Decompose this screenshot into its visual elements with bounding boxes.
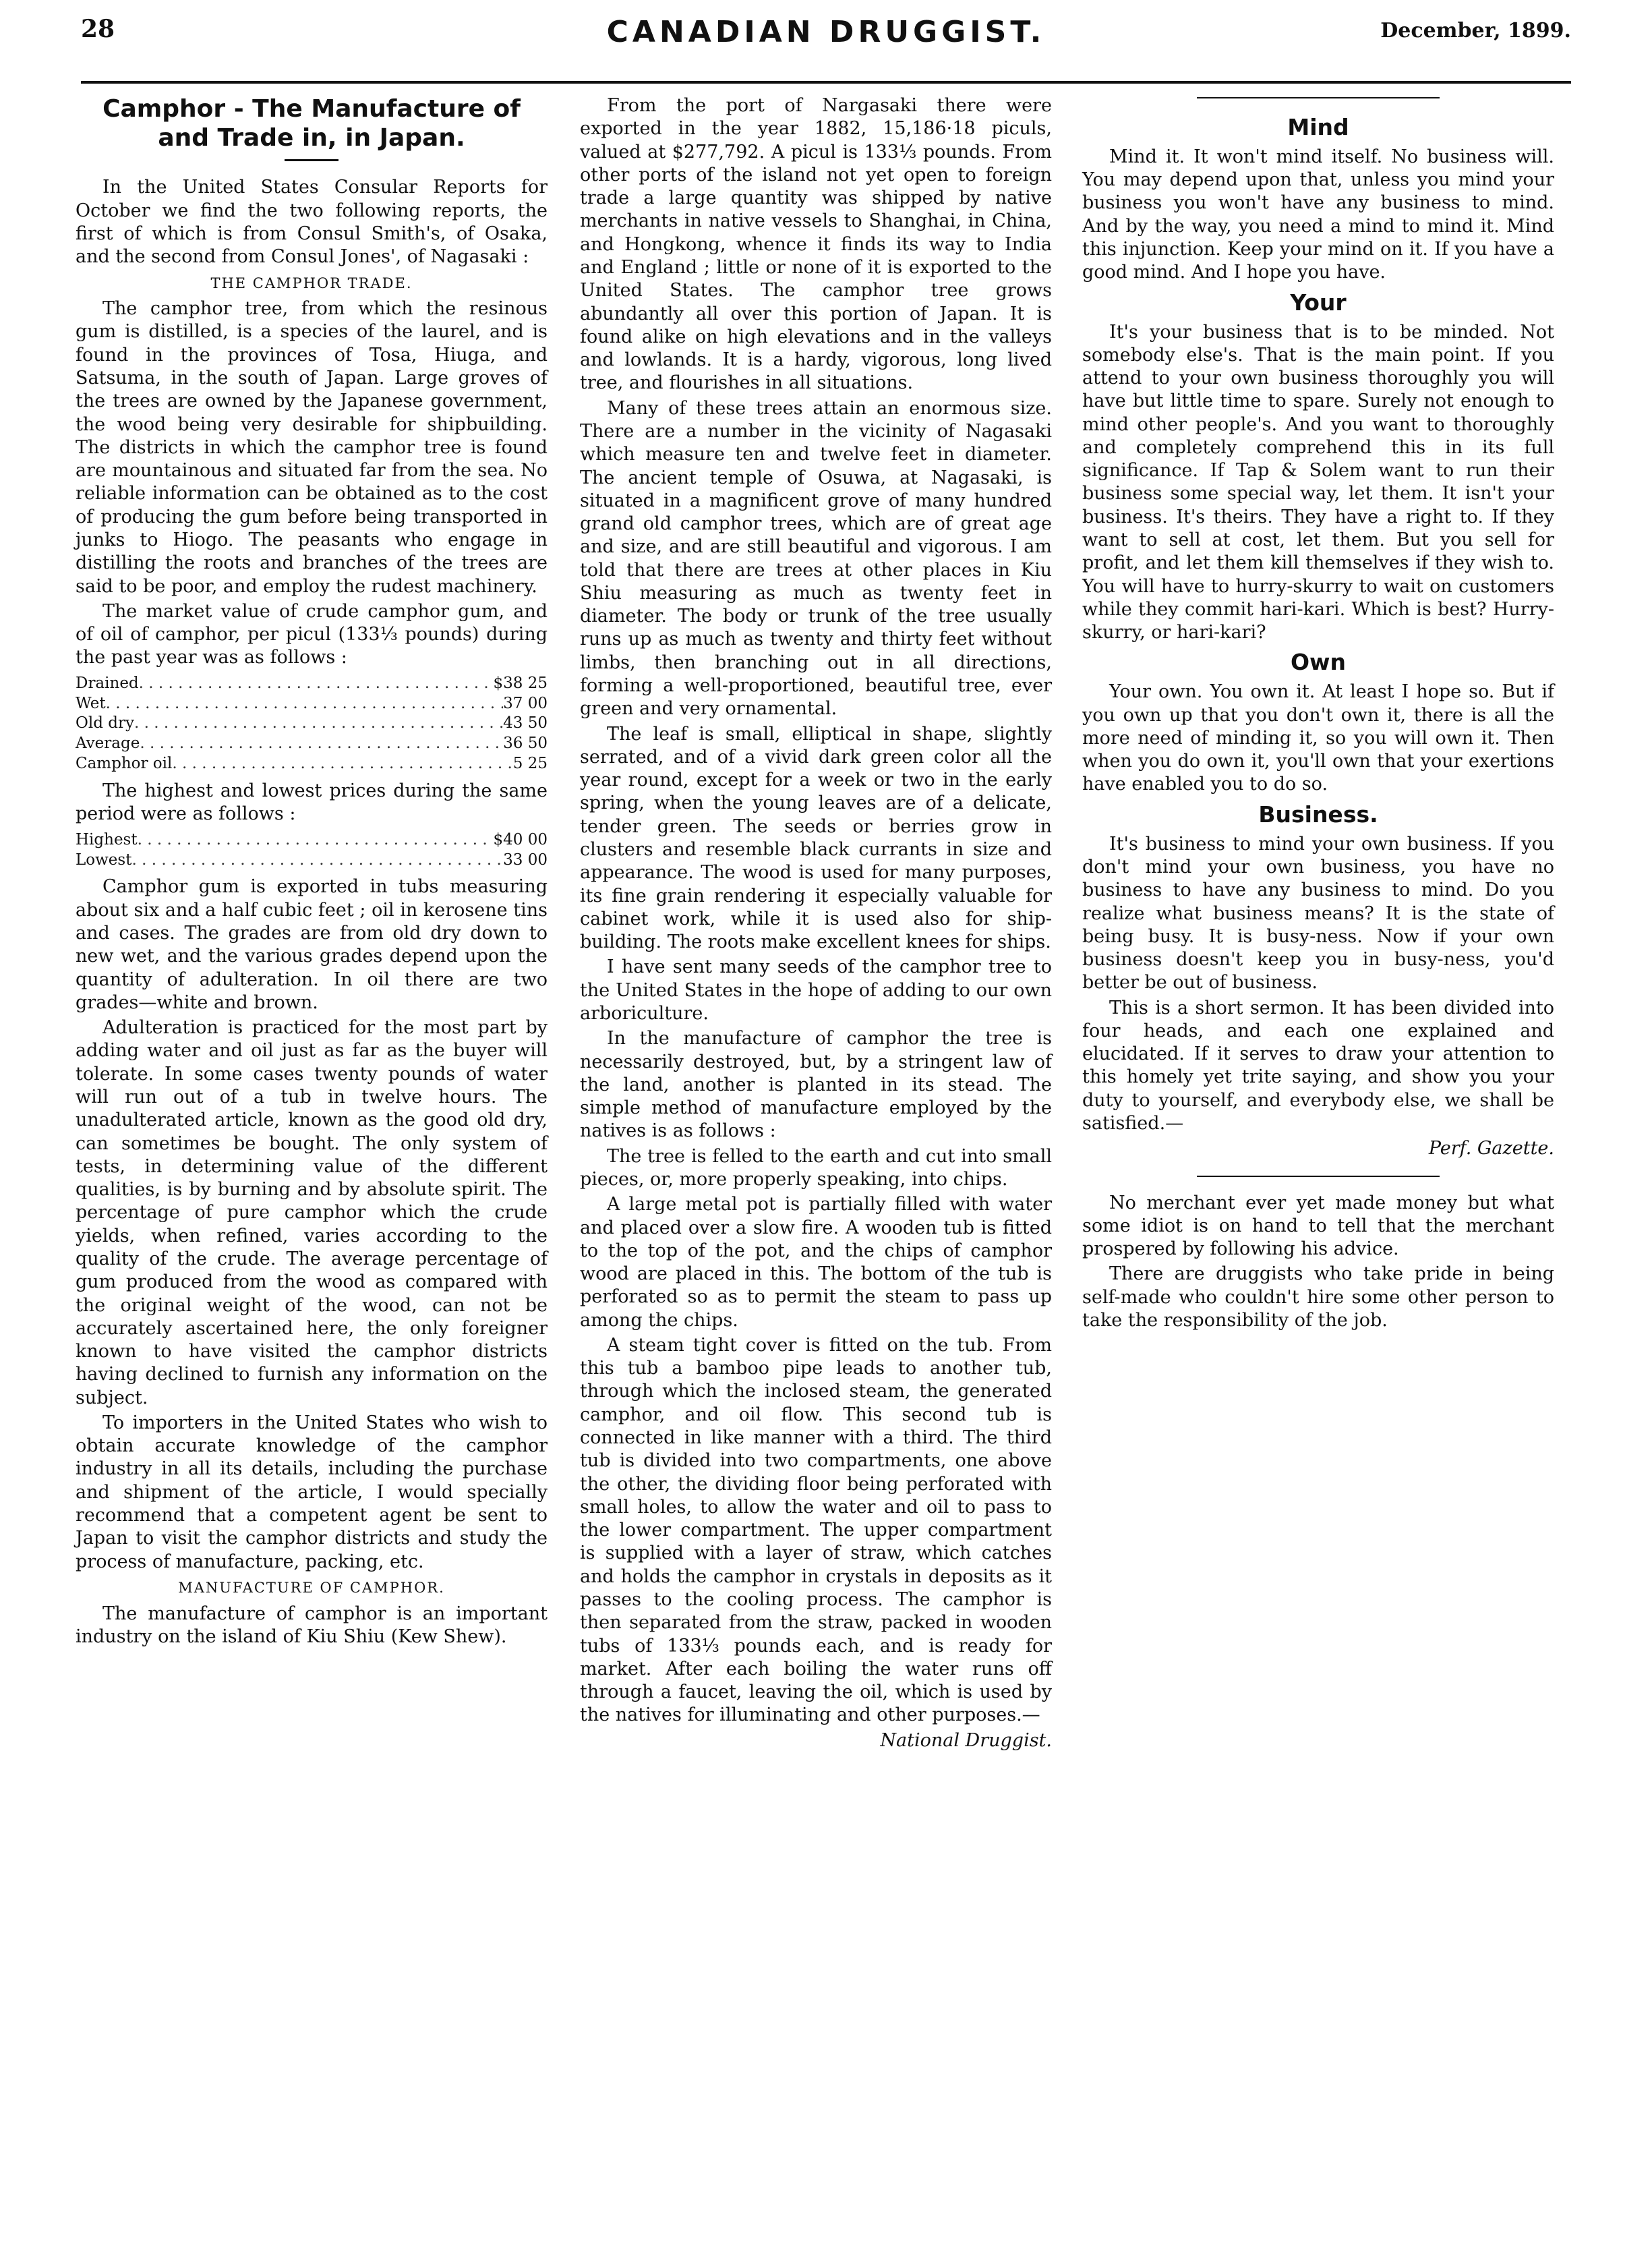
price-table — [76, 674, 548, 774]
title-rule — [285, 159, 338, 161]
paragraph: The leaf is small, elliptical in shape, slightly serrated, and of a vivid dark green color all the year round, except for a week or two in the early spring, when the young leaves are of a delicate, tender green. The seeds or berries grow in clusters and resemble black currants in size and appearance. The wood is used for many purposes, its fine grain rendering it especially valuable for cabinet work, while it is used also for ship-building. The roots make excellent knees for ships. — [580, 723, 1052, 953]
paragraph: A steam tight cover is fitted on the tub. From this tub a bamboo pipe leads to another tub, through which the inclosed steam, the generated camphor, and oil flow. This second tub is connected in like manner with a third. The third tub is divided into two compartments, one above the other, the dividing floor being perforated with small holes, to allow the water and oil to pass to the lower compartment. The upper compartment is supplied with a layer of straw, which catches and holds the camphor in crystals in deposits as it passes to the cooling process. The camphor is then separated from the straw, packed in wooden tubs of 133⅓ pounds each, and is ready for market. After each boiling the water runs off through a faucet, leaving the oil, which is used by the natives for illuminating and other purposes.— — [580, 1334, 1052, 1726]
price-row: Drained . . . $38 25 — [76, 674, 548, 694]
paragraph: This is a short sermon. It has been divided into four heads, and each one explained and elucidated. If it serves to draw your attention to this homely yet trite saying, and show you your duty to yourself, and everybody else, we shall be satisfied.— — [1082, 997, 1554, 1134]
paragraph: Mind it. It won't mind itself. No business will. You may depend upon that, unless you mind your business you won't have any business to mind. And by the way, you need a mind to mind it. Mind this injunction. Keep your mind on it. If you have a good mind. And I hope you have. — [1082, 146, 1554, 283]
heading-own: Own — [1290, 649, 1347, 676]
price-row: Lowest . . . 33 00 — [76, 851, 548, 871]
paragraph: I have sent many seeds of the camphor tree to the United States in the hope of adding to our own arboriculture. — [580, 956, 1052, 1024]
price-range-table — [76, 830, 548, 871]
heading-your: Your — [1290, 289, 1347, 316]
heading-mind: Mind — [1287, 114, 1349, 140]
article-title-line-1: Camphor - The Manufacture of — [102, 95, 521, 123]
price-row: Average . . . 36 50 — [76, 734, 548, 754]
paragraph: No merchant ever yet made money but what some idiot is on hand to tell that the merchant prospered by following his advice. — [1082, 1192, 1554, 1260]
paragraph: It's your business that is to be minded. Not somebody else's. That is the main point. If you attend to your own business thoroughly you will have but little time to spare. Surely not enough to mind other people's. And you want to thoroughly and completely comprehend this in its full significance. If Tap & Solem want to run their business some special way, let them. It isn't your business. It's theirs. They have a right to. If they want to sell at cost, let them. But you sell for profit, and let them kill themselves if they wish to. You will have to hurry-skurry to wait on customers while they commit hari-kari. Which is best? Hurry-skurry, or hari-kari? — [1082, 321, 1554, 643]
paragraph: Camphor gum is exported in tubs measuring about six and a half cubic feet ; oil in kerosene tins and cases. The grades are from old dry down to new wet, and the various grades depend upon the quantity of adulteration. In oil there are two grades—white and brown. — [76, 876, 548, 1013]
paragraph: Adulteration is practiced for the most part by adding water and oil just as far as the buyer will tolerate. In some cases twenty pounds of water will run out of a tub in twelve hours. The unadulterated article, known as the good old dry, can sometimes be bought. The only system of tests, in determining value of the different qualities, is by burning and by absolute spirit. The percentage of pure camphor which the crude yields, when refined, varies according to the quality of the crude. The average percentage of gum produced from the wood as compared with the original weight of the wood, can not be accurately ascertained here, the only foreigner known to have visited the camphor districts having declined to furnish any information on the subject. — [76, 1017, 548, 1408]
issue-date: December, 1899. — [1380, 19, 1571, 42]
article-title-line-2: and Trade in, in Japan. — [158, 124, 465, 152]
column-1 — [76, 94, 548, 1650]
journal-title: CANADIAN DRUGGIST. — [606, 15, 1046, 49]
price-row: Wet . . . 37 00 — [76, 694, 548, 714]
paragraph: In the United States Consular Reports for October we find the two following reports, the first of which is from Consul Smith's, of Osaka, and the second from Consul Jones', of Nagasaki : — [76, 177, 548, 268]
paragraph: It's business to mind your own business. If you don't mind your own business, you have no business to have any business to mind. Do you realize what business means? It is the state of being busy. It is busy-ness. Now if your own business doesn't keep you in busy-ness, you'd better be out of business. — [1082, 833, 1554, 994]
price-row: Camphor oil . . . 5 25 — [76, 754, 548, 774]
paragraph: The highest and lowest prices during the same period were as follows : — [76, 780, 548, 825]
paragraph: The manufacture of camphor is an important industry on the island of Kiu Shiu (Kew Shew). — [76, 1603, 548, 1647]
subheading-manufacture: MANUFACTURE OF CAMPHOR. — [178, 1579, 445, 1596]
paragraph: In the manufacture of camphor the tree is necessarily destroyed, but, by a stringent law of the land, another is planted in its stead. The simple method of manufacture employed by the natives is as follows : — [580, 1028, 1052, 1142]
paragraph: The camphor tree, from which the resinous gum is distilled, is a species of the laurel, and is found in the provinces of Tosa, Hiuga, and Satsuma, in the south of Japan. Large groves of the trees are owned by the Japanese government, the wood being very desirable for shipbuilding. The districts in which the camphor tree is found are mountainous and situated far from the sea. No reliable information can be obtained as to the cost of producing the gum before being transported in junks to Hiogo. The peasants who engage in distilling the roots and branches of the trees are said to be poor, and employ the rudest machinery. — [76, 298, 548, 597]
column-2 — [580, 94, 1052, 1754]
page-header — [81, 15, 1571, 55]
paragraph: Your own. You own it. At least I hope so. But if you own up that you don't own it, there is all the more need of minding it, so you will own it. Then when you do own it, you'll own that your exertions have enabled you to do so. — [1082, 681, 1554, 795]
heading-business: Business. — [1258, 801, 1378, 828]
page-number: 28 — [81, 15, 115, 43]
column-3 — [1082, 94, 1554, 1334]
paragraph: There are druggists who take pride in being self-made who couldn't hire some other person to take the responsibility of the job. — [1082, 1263, 1554, 1331]
price-row: Highest . . . $40 00 — [76, 830, 548, 851]
paragraph: To importers in the United States who wish to obtain accurate knowledge of the camphor industry in all its details, including the purchase and shipment of the article, I would specially recommend that a competent agent be sent to Japan to visit the camphor districts and study the process of manufacture, packing, etc. — [76, 1412, 548, 1572]
article-title — [76, 94, 548, 152]
paragraph: The market value of crude camphor gum, and of oil of camphor, per picul (133⅓ pounds) during the past year was as follows : — [76, 600, 548, 668]
paragraph: From the port of Nargasaki there were exported in the year 1882, 15,186·18 piculs, valued at $277,792. A picul is 133⅓ pounds. From other ports of the island not yet open to foreign trade a large quantity was shipped by native merchants in native vessels to Shanghai, in China, and Hongkong, whence it finds its way to India and England ; little or none of it is exported to the United States. The camphor tree grows abundantly all over this portion of Japan. It is found alike on high elevations and in the valleys and lowlands. It is a hardy, vigorous, long lived tree, and flourishes in all situations. — [580, 95, 1052, 394]
paragraph: A large metal pot is partially filled with water and placed over a slow fire. A wooden tub is fitted to the top of the pot, and the chips of camphor wood are placed in this. The bottom of the tub is perforated so as to permit the steam to pass up among the chips. — [580, 1194, 1052, 1331]
section-rule — [1197, 1176, 1440, 1177]
subheading-camphor-trade: THE CAMPHOR TRADE. — [210, 275, 413, 291]
paragraph: The tree is felled to the earth and cut into small pieces, or, more properly speaking, into chips. — [580, 1145, 1052, 1190]
section-rule — [1197, 97, 1440, 98]
price-row: Old dry . . . 43 50 — [76, 714, 548, 734]
source-credit: Perf. Gazette. — [1428, 1138, 1554, 1159]
paragraph: Many of these trees attain an enormous size. There are a number in the vicinity of Nagasaki which measure ten and twelve feet in diameter. The ancient temple of Osuwa, at Nagasaki, is situated in a magnificent grove of many hundred grand old camphor trees, which are of great age and size, and are still beautiful and vigorous. I am told that there are trees at other places in Kiu Shiu measuring as much as twenty feet in diameter. The body or trunk of the tree usually runs up as much as twenty and thirty feet without limbs, then branching out in all directions, forming a well-proportioned, beautiful tree, ever green and very ornamental. — [580, 397, 1052, 720]
header-rule — [81, 81, 1571, 84]
source-credit: National Druggist. — [880, 1729, 1052, 1751]
